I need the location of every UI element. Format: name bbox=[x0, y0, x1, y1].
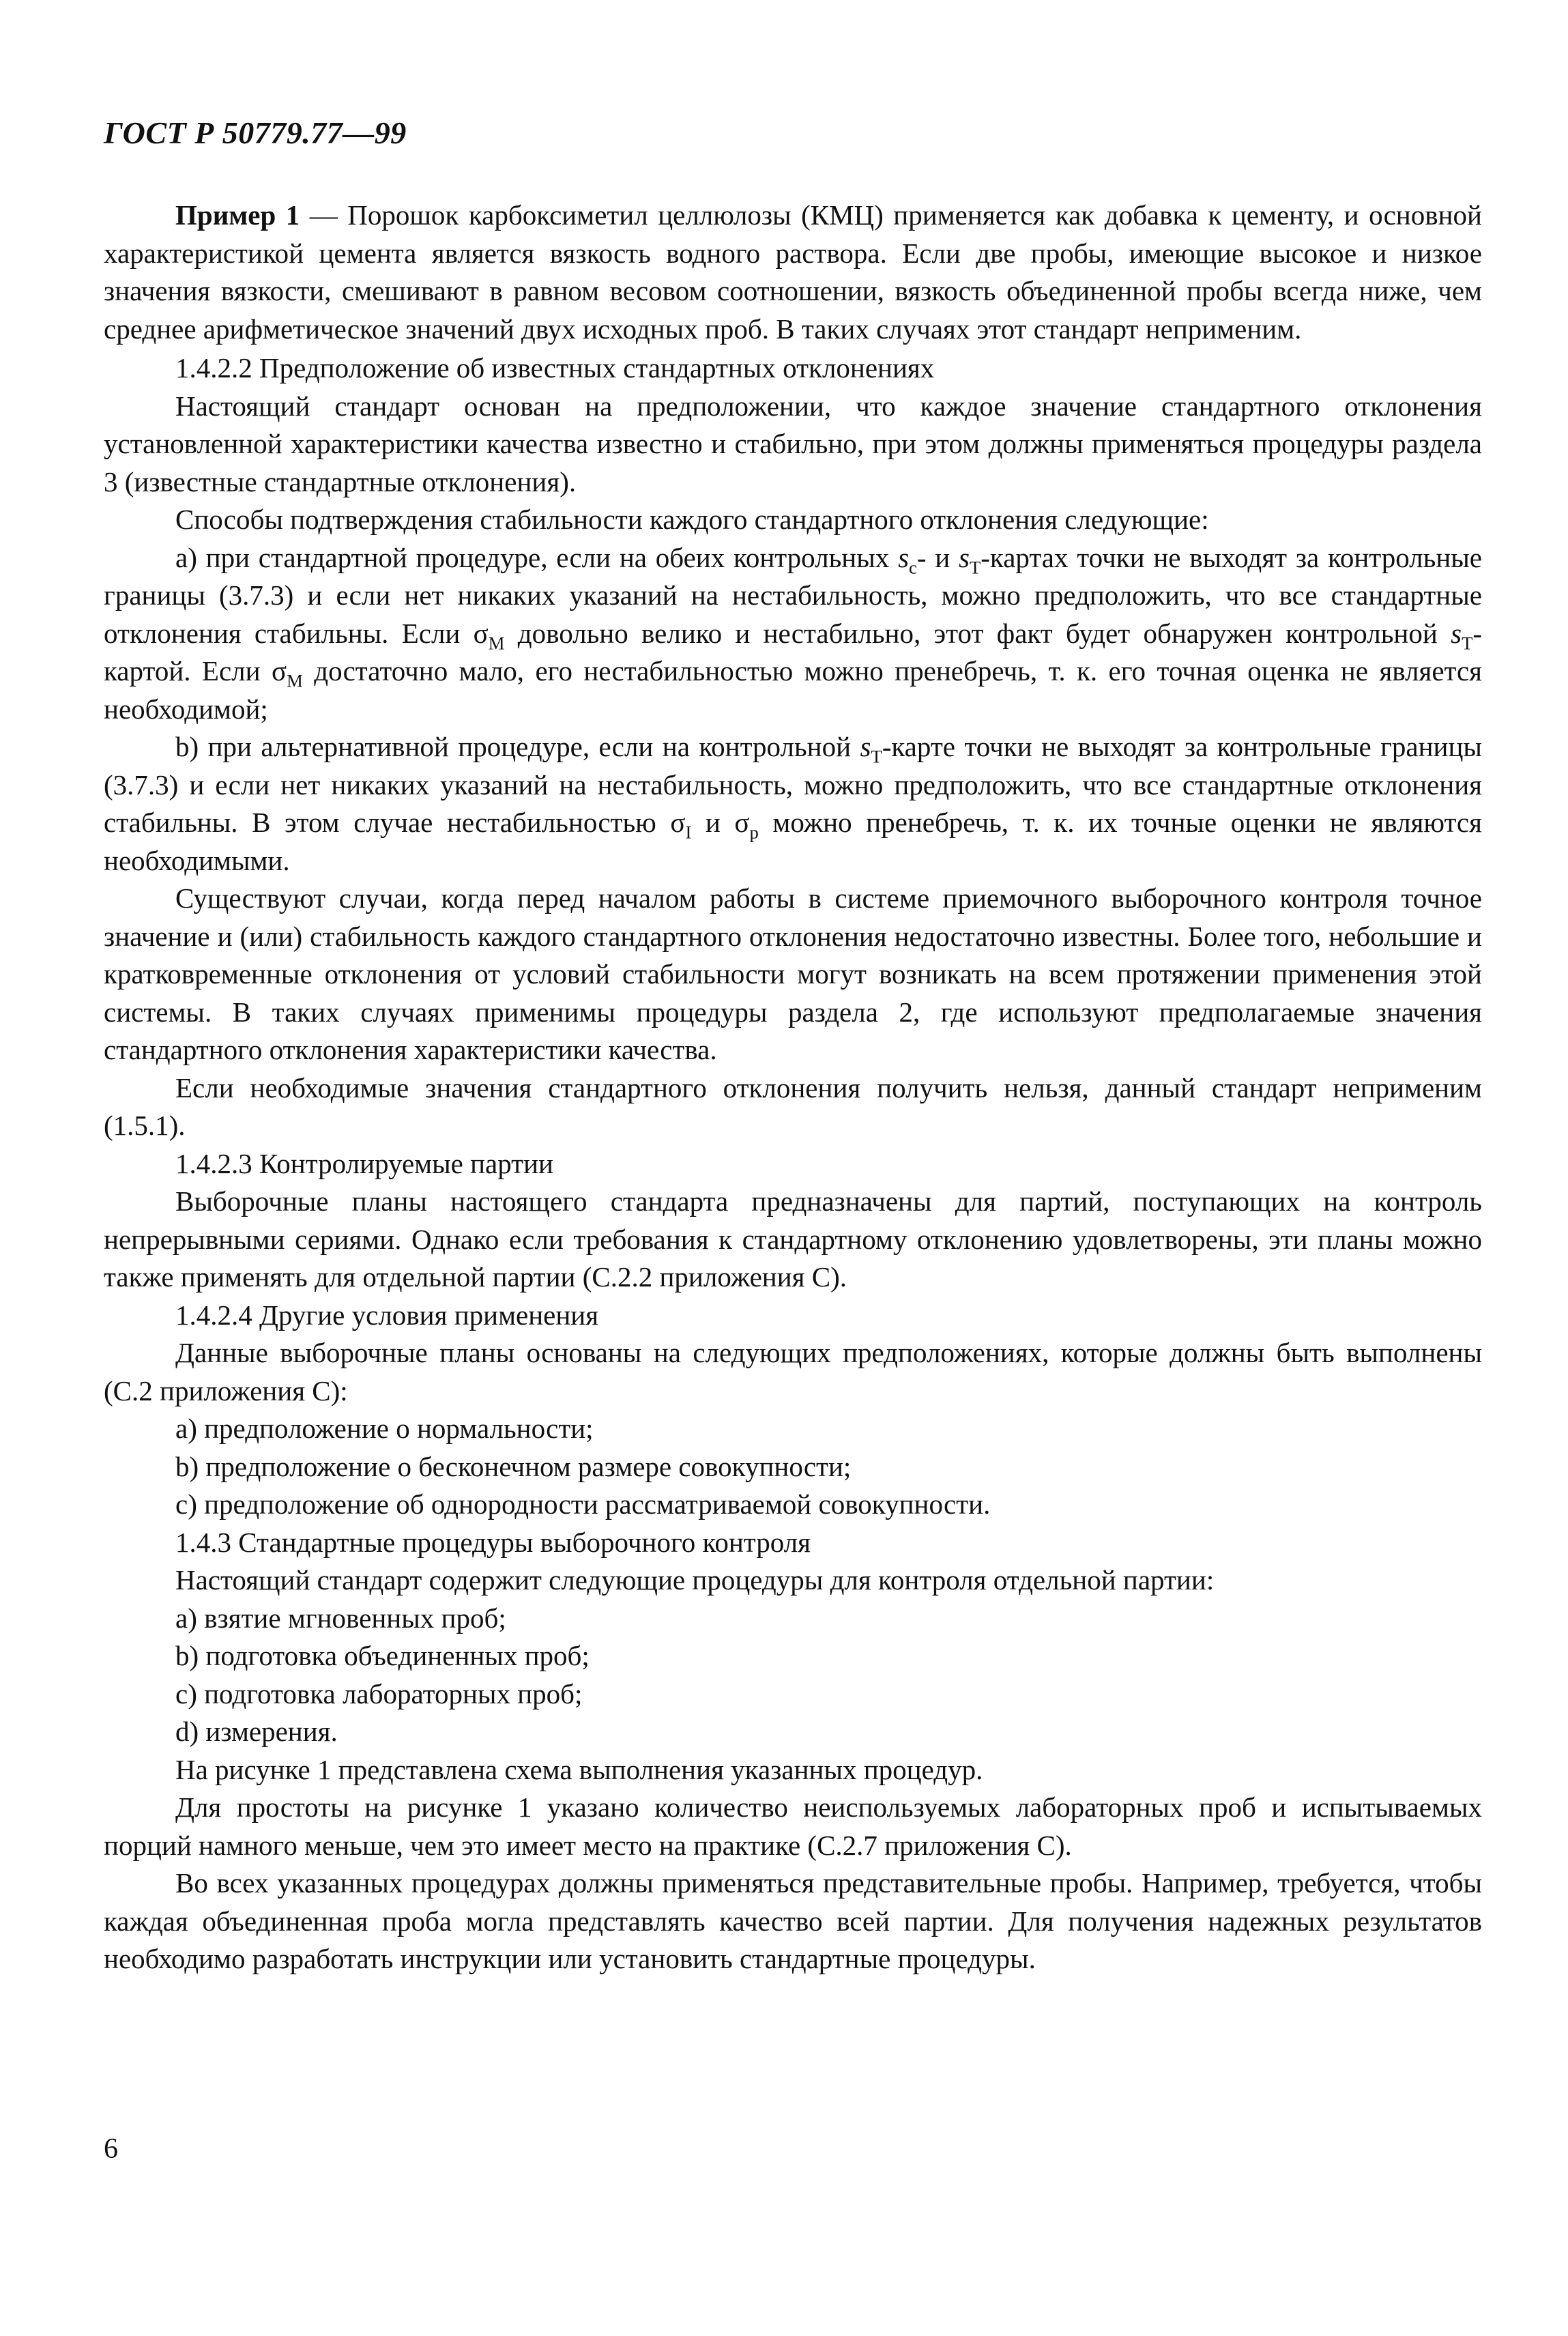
section-1-4-3-paragraph-1: Настоящий стандарт содержит следующие процедуры для контроля отдельной партии: bbox=[175, 1564, 1215, 1596]
section-1-4-2-2-heading: 1.4.2.2 Предположение об известных стандартных отклонениях bbox=[175, 352, 935, 384]
example-1-text: — Порошок карбоксиметил целлюлозы (КМЦ) применяется как добавка к цементу, и основной характеристикой цемента является вязкость водного раствора. Если две пробы, имеющие высокое и низкое значения вязкости, смешивают в равном весовом соотношении, вязкость объединенной пробы всегда ниже, чем среднее арифметическое значений двух исходных проб. В таких случаях этот стандарт неприменим. bbox=[104, 199, 1482, 345]
section-1-4-2-4-paragraph-1: Данные выборочные планы основаны на следующих предположениях, которые должны быть выполнены (С.2 приложения С): bbox=[104, 1337, 1482, 1407]
document-code-header: ГОСТ Р 50779.77—99 bbox=[104, 115, 407, 150]
example-1-paragraph bbox=[104, 197, 1482, 348]
document-body bbox=[104, 197, 1482, 1978]
list-item: а) взятие мгновенных проб; bbox=[175, 1602, 506, 1634]
page-number: 6 bbox=[104, 2133, 118, 2165]
example-1-label: Пример 1 bbox=[175, 199, 300, 231]
section-1-4-3-paragraph-3: Для простоты на рисунке 1 указано количество неиспользуемых лабораторных проб и испытываемых порций намного меньше, чем это имеет место на практике (С.2.7 приложения С). bbox=[104, 1791, 1482, 1861]
section-1-4-3-paragraph-2: На рисунке 1 представлена схема выполнения указанных процедур. bbox=[175, 1753, 983, 1785]
section-1-4-3-paragraph-4: Во всех указанных процедурах должны применяться представительные пробы. Например, требуется, чтобы каждая объединенная проба могла представлять качество всей партии. Для получения надежных результатов необходимо разработать инструкции или установить стандартные процедуры. bbox=[104, 1867, 1482, 1974]
section-1-4-2-2-paragraph-4: Если необходимые значения стандартного отклонения получить нельзя, данный стандарт неприменим (1.5.1). bbox=[104, 1071, 1482, 1141]
list-item: а) предположение о нормальности; bbox=[175, 1413, 594, 1444]
section-1-4-2-2-paragraph-1: Настоящий стандарт основан на предположении, что каждое значение стандартного отклонения установленной характеристики качества известно и стабильно, при этом должны применяться процедуры раздела 3 (известные стандартные отклонения). bbox=[104, 390, 1482, 498]
section-1-4-2-3-heading: 1.4.2.3 Контролируемые партии bbox=[175, 1147, 553, 1179]
list-item: с) предположение об однородности рассматриваемой совокупности. bbox=[175, 1488, 991, 1520]
section-1-4-2-4-heading: 1.4.2.4 Другие условия применения bbox=[175, 1299, 599, 1331]
list-item: b) подготовка объединенных проб; bbox=[175, 1640, 590, 1671]
list-item-a-stability: а) при стандартной процедуре, если на обеих контрольных $s_c-$ и $s_T$-картах точки не выходят за контрольные границы (3.7.3) и если нет никаких указаний на нестабильность, можно предположить, что все стандартные отклонения стабильны. Если $\sigma_M$ довольно велико и нестабильно, этот факт будет обнаружен контрольной $s_T$-картой. Если $\sigma_M$ достаточно мало, его нестабильностью можно пренебречь, т. к. его точная оценка не является необходимой; bbox=[104, 541, 1483, 725]
section-1-4-3-heading: 1.4.3 Стандартные процедуры выборочного контроля bbox=[175, 1526, 811, 1558]
list-item: d) измерения. bbox=[175, 1716, 338, 1747]
list-item-b-stability: b) при альтернативной процедуре, если на контрольной $s_T$-карте точки не выходят за контрольные границы (3.7.3) и если нет никаких указаний на нестабильность, можно предположить, что все стандартные отклонения стабильны. В этом случае нестабильностью $\sigma_I$ и $\sigma_p$ можно пренебречь, т. к. их точные оценки не являются необходимыми. bbox=[104, 731, 1482, 876]
list-item: b) предположение о бесконечном размере совокупности; bbox=[175, 1450, 852, 1482]
section-1-4-2-2-paragraph-2: Способы подтверждения стабильности каждого стандартного отклонения следующие: bbox=[175, 504, 1209, 535]
list-item: с) подготовка лабораторных проб; bbox=[175, 1677, 583, 1710]
section-1-4-2-2-paragraph-3: Существуют случаи, когда перед началом работы в системе приемочного выборочного контроля точное значение и (или) стабильность каждого стандартного отклонения недостаточно известны. Более того, небольшие и кратковременные отклонения от условий стабильности могут возникать на всем протяжении применения этой системы. В таких случаях применимы процедуры раздела 2, где используют предполагаемые значения стандартного отклонения характеристики качества. bbox=[104, 882, 1482, 1065]
section-1-4-2-3-paragraph-1: Выборочные планы настоящего стандарта предназначены для партий, поступающих на контроль непрерывными сериями. Однако если требования к стандартному отклонению удовлетворены, эти планы можно также применять для отдельной партии (С.2.2 приложения С). bbox=[104, 1185, 1482, 1293]
